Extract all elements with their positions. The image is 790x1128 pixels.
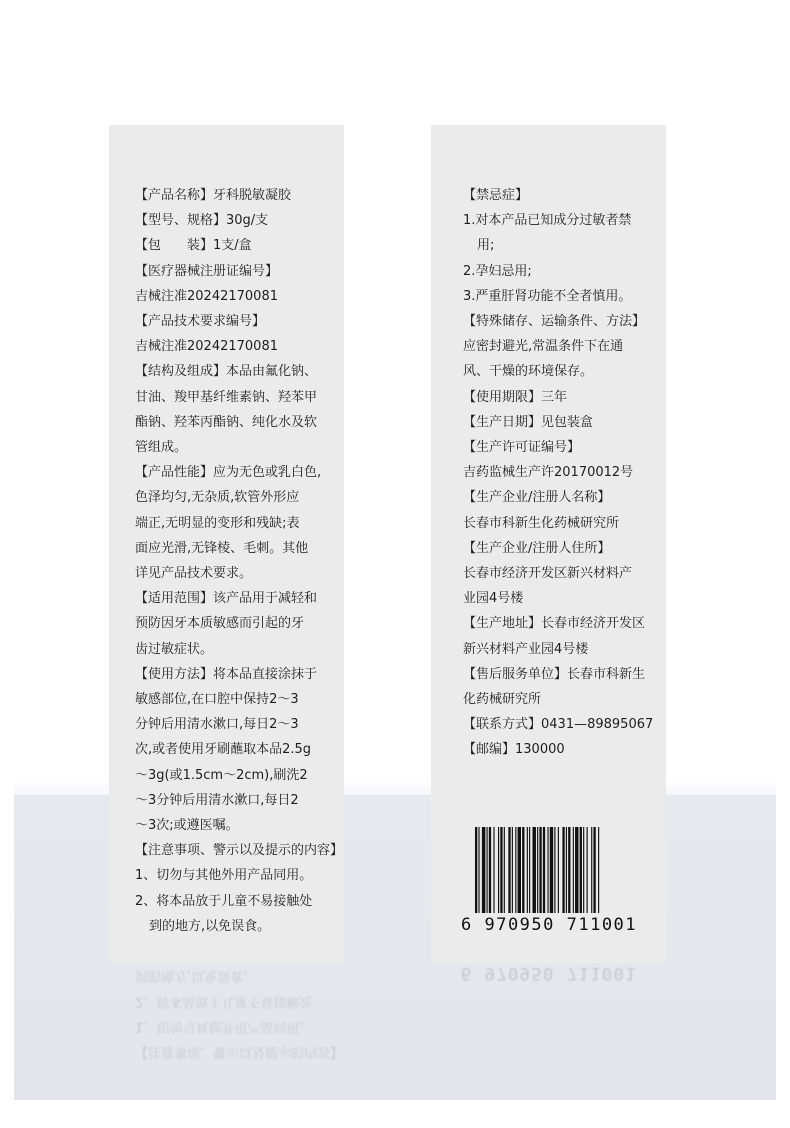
barcode-bar (489, 827, 491, 913)
label-line: 【特殊储存、运输条件、方法】 (463, 314, 646, 330)
label-line: 【医疗器械注册证编号】 (135, 263, 279, 279)
barcode-bar (515, 827, 516, 913)
label-line: 详见产品技术要求。 (135, 566, 253, 582)
label-line: 【禁忌症】 (463, 188, 529, 203)
label-line: 1.对本产品已知成分过敏者禁 (463, 213, 632, 229)
reflection-line: 2、将本品放于儿童不易接触处 (135, 993, 313, 1009)
label-line: 吉械注准20242170081 (135, 288, 278, 304)
label-line: ～3g(或1.5cm～2cm),刷洗2 (135, 767, 308, 783)
label-line: 【产品性能】应为无色或乳白色, (135, 465, 322, 481)
label-line: 次,或者使用牙刷蘸取本品2.5g (135, 742, 312, 758)
label-panel-right (431, 125, 666, 963)
barcode-bar (518, 827, 521, 913)
barcode-bar (527, 827, 528, 913)
label-line: 面应光滑,无锋棱、毛刺。其他 (135, 540, 309, 556)
barcode-bar (547, 827, 548, 913)
barcode-bar (482, 827, 485, 913)
label-line: 【生产许可证编号】 (463, 440, 581, 456)
barcode-bars (475, 827, 635, 913)
label-line: 酯钠、羟苯丙酯钠、纯化水及软 (135, 414, 318, 430)
label-line: 【产品名称】牙科脱敏凝胶 (135, 188, 292, 203)
label-line: 端正,无明显的变形和残缺;表 (135, 515, 300, 531)
barcode-bar (593, 827, 595, 913)
label-line: 化药械研究所 (463, 692, 542, 708)
barcode-image (475, 827, 635, 913)
barcode-bar (587, 827, 588, 913)
label-line: 分钟后用清水漱口,每日2～3 (135, 717, 299, 733)
reflection-line: 【注意事项、警示以及提示的内容】 (135, 1043, 344, 1059)
right-panel-reflection (431, 963, 666, 1083)
barcode-bar (475, 827, 477, 913)
barcode-bar (583, 827, 584, 913)
barcode-bar (580, 827, 582, 913)
label-line: 【生产地址】长春市经济开发区 (463, 616, 646, 632)
label-line: 【包 装】1支/盒 (135, 238, 252, 254)
label-line: 【型号、规格】30g/支 (135, 213, 269, 229)
barcode-bar (558, 827, 559, 913)
label-line: 3.严重肝肾功能不全者慎用。 (463, 288, 632, 304)
barcode-bar (508, 827, 510, 913)
label-line: 敏感部位,在口腔中保持2～3 (135, 692, 299, 708)
label-line: 到的地方,以免误食。 (149, 918, 271, 934)
label-line: 风、干燥的环境保存。 (463, 364, 594, 380)
label-line: 预防因牙本质敏感而引起的牙 (135, 616, 305, 632)
label-line: 【结构及组成】本品由氟化钠、 (135, 364, 318, 380)
right-text-block (463, 183, 653, 763)
label-line: 【生产日期】见包装盒 (463, 414, 594, 430)
barcode-bar (522, 827, 524, 913)
label-line: 长春市经济开发区新兴材料产 (463, 566, 633, 582)
label-line: 【使用方法】将本品直接涂抹于 (135, 666, 318, 682)
barcode-bar (550, 827, 553, 913)
label-line: 色泽均匀,无杂质,软管外形应 (135, 490, 300, 506)
label-line: 长春市科新生化药械研究所 (463, 515, 620, 531)
label-line: 【邮编】130000 (463, 742, 565, 758)
label-line: 管组成。 (135, 440, 188, 456)
reflection-line: 1、切勿与其他外用产品同用。 (135, 1018, 313, 1034)
barcode-bar (573, 827, 574, 913)
barcode-bar (478, 827, 479, 913)
label-line: 【联系方式】0431—89895067 (463, 717, 654, 733)
barcode-bar (566, 827, 567, 913)
barcode-bar (543, 827, 545, 913)
label-line: 齿过敏症状。 (135, 641, 214, 657)
label-line: ～3分钟后用清水漱口,每日2 (135, 792, 299, 808)
label-line: 2、将本品放于儿童不易接触处 (135, 893, 313, 909)
barcode-bar (554, 827, 555, 913)
label-line: 用; (477, 238, 495, 254)
barcode-bar (512, 827, 513, 913)
label-line: 1、切勿与其他外用产品同用。 (135, 868, 313, 884)
label-line: 【适用范围】该产品用于减轻和 (135, 591, 318, 607)
label-line: 2.孕妇忌用; (463, 263, 532, 279)
barcode-bar (598, 827, 599, 913)
barcode-bar (539, 827, 541, 913)
barcode-bar (529, 827, 530, 913)
barcode-bar (537, 827, 538, 913)
label-line: 应密封避光,常温条件下在通 (463, 339, 624, 355)
barcode-bar (487, 827, 488, 913)
label-line: 【使用期限】三年 (463, 389, 568, 405)
label-line: 吉药监械生产许20170012号 (463, 465, 634, 481)
left-text-block (135, 183, 343, 939)
label-line: 【生产企业/注册人名称】 (463, 490, 611, 506)
reflection-barcode-number: 6 970950 711001 (461, 963, 638, 983)
barcode-bar (575, 827, 578, 913)
barcode-bar (591, 827, 592, 913)
barcode-number: 6 970950 711001 (461, 915, 638, 935)
label-line: 【生产企业/注册人住所】 (463, 540, 611, 556)
barcode-bar (500, 827, 502, 913)
barcode-bar (562, 827, 564, 913)
label-line: 【注意事项、警示以及提示的内容】 (135, 843, 344, 859)
label-line: 业园4号楼 (463, 591, 524, 607)
barcode-bar (533, 827, 536, 913)
label-line: 【售后服务单位】长春市科新生 (463, 666, 646, 682)
label-line: 吉械注准20242170081 (135, 339, 278, 355)
label-line: ～3次;或遵医嘱。 (135, 818, 239, 834)
barcode-bar (493, 827, 494, 913)
left-panel-reflection (109, 963, 344, 1083)
barcode-bar (504, 827, 505, 913)
label-line: 【产品技术要求编号】 (135, 314, 266, 330)
label-panel-left (109, 125, 344, 963)
label-line: 甘油、羧甲基纤维素钠、羟苯甲 (135, 389, 318, 405)
barcode-bar (568, 827, 570, 913)
barcode-bar (498, 827, 499, 913)
reflection-line: 到的地方,以免误食。 (135, 968, 257, 984)
label-line: 新兴材料产业园4号楼 (463, 641, 589, 657)
